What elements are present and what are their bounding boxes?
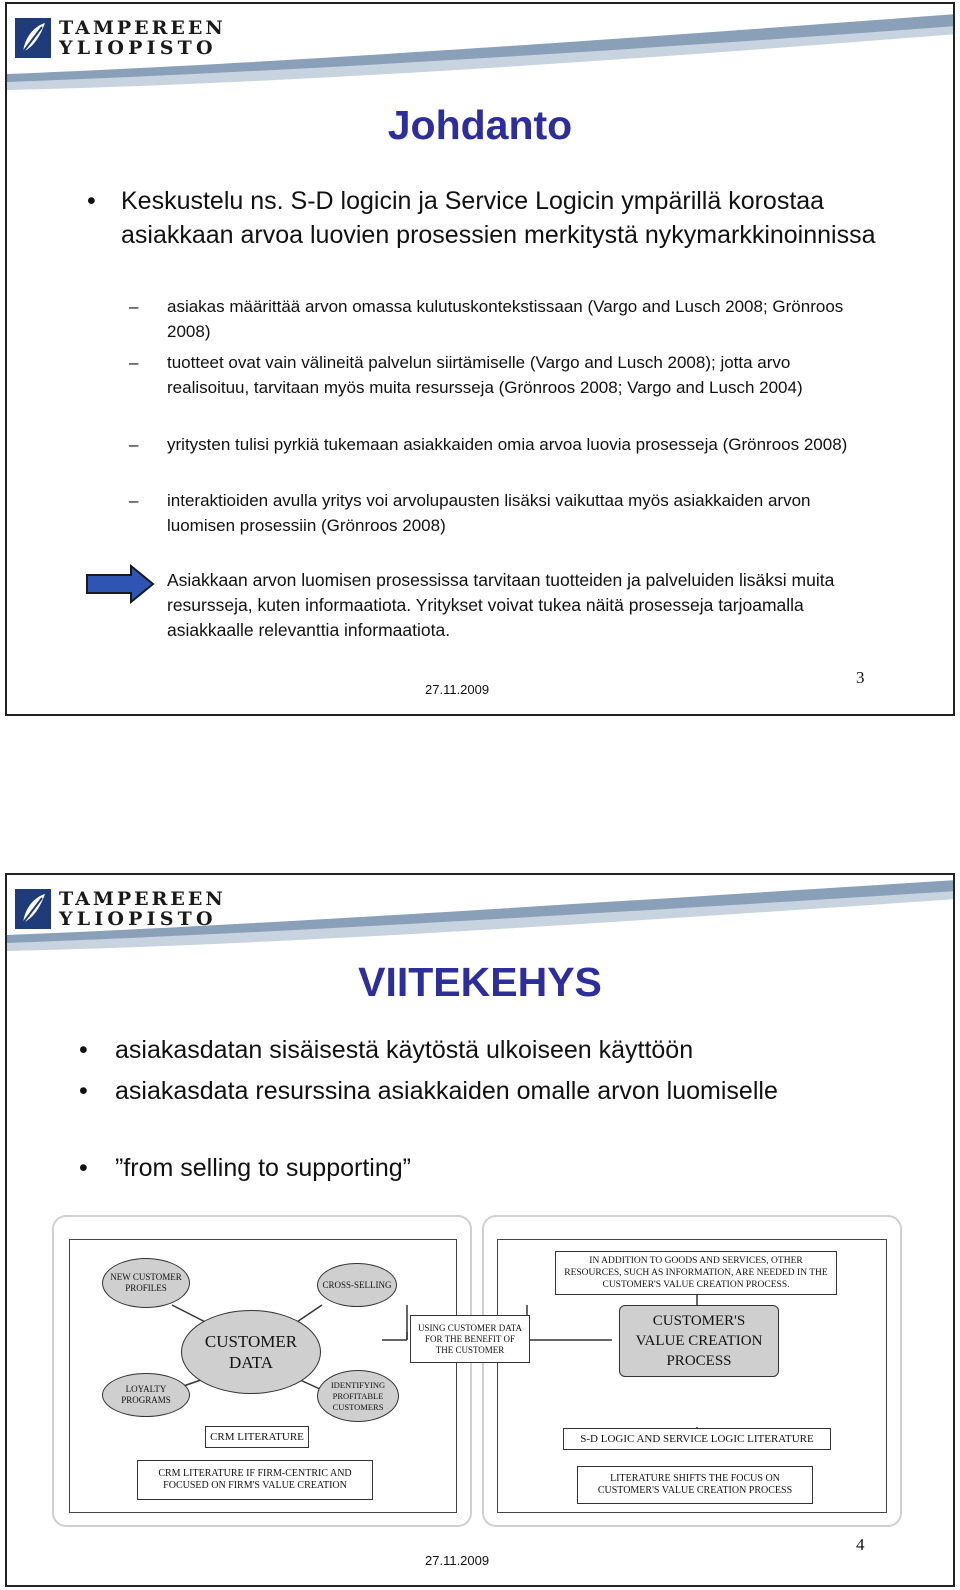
dash-marker: – <box>129 353 139 372</box>
bullet-marker: • <box>79 1077 88 1105</box>
bullet-text: asiakasdata resurssina asiakkaiden omalle arvon luomiselle <box>115 1077 778 1105</box>
sub-point <box>129 432 849 482</box>
main-bullet <box>87 184 887 294</box>
sub-point-text: tuotteet ovat vain välineitä palvelun siirtämiselle (Vargo and Lusch 2008); jotta arvo realisoituu, tarvitaan myös muita resursseja (Grönroos 2008; Vargo and Lusch 2004) <box>167 353 803 397</box>
sub-point <box>129 294 849 344</box>
diagram-oval: IDENTIFYING PROFITABLE CUSTOMERS <box>317 1370 399 1422</box>
diagram-oval: NEW CUSTOMER PROFILES <box>102 1258 190 1308</box>
dash-marker: – <box>129 297 139 316</box>
bullet-marker: • <box>87 187 96 215</box>
crm-summary-box: CRM LITERATURE IF FIRM-CENTRIC AND FOCUSED ON FIRM'S VALUE CREATION <box>137 1460 373 1500</box>
sub-point-text: yritysten tulisi pyrkiä tukemaan asiakkaiden omia arvoa luovia prosesseja (Grönroos 2008) <box>167 435 848 454</box>
page-number: 4 <box>856 1535 865 1554</box>
slide-3 <box>5 2 955 716</box>
sub-point-text: interaktioiden avulla yritys voi arvolupausten lisäksi vaikuttaa myös asiakkaiden arvon luomisen prosessiin (Grönroos 2008) <box>167 491 811 535</box>
value-process-box: CUSTOMER'S VALUE CREATION PROCESS <box>619 1305 779 1377</box>
logo-line-1: TAMPEREEN <box>59 888 226 910</box>
diagram-oval: LOYALTY PROGRAMS <box>102 1373 190 1417</box>
crm-label: CRM LITERATURE <box>205 1426 309 1448</box>
conclusion-text: Asiakkaan arvon luomisen prosessissa tarvitaan tuotteiden ja palveluiden lisäksi muita resursseja, kuten informaatiota. Yritykset voivat tukea näitä prosesseja tarjoamalla asiakkaalle relevanttia informaatiota. <box>167 570 835 640</box>
sd-summary-box: LITERATURE SHIFTS THE FOCUS ON CUSTOMER'S VALUE CREATION PROCESS <box>577 1466 813 1504</box>
slide-title: Johdanto <box>387 102 573 148</box>
university-logo <box>15 18 226 58</box>
main-bullet-text: Keskustelu ns. S-D logicin ja Service Logicin ympärillä korostaa asiakkaan arvoa luovien prosessien merkitystä nykymarkkinoinnissa <box>121 187 876 249</box>
customer-data-oval: CUSTOMER DATA <box>181 1310 321 1394</box>
slide-4 <box>5 873 955 1587</box>
resources-box: IN ADDITION TO GOODS AND SERVICES, OTHER RESOURCES, SUCH AS INFORMATION, ARE NEEDED IN THE CUSTOMER'S VALUE CREATION PROCESS. <box>555 1251 837 1295</box>
footer-date: 27.11.2009 <box>425 682 490 697</box>
logo-line-2: YLIOPISTO <box>59 908 217 930</box>
page-number: 3 <box>856 668 865 687</box>
dash-marker: – <box>129 435 139 454</box>
dash-marker: – <box>129 491 139 510</box>
sub-point <box>129 350 849 425</box>
bullet-marker: • <box>79 1036 88 1064</box>
diagram-oval: CROSS-SELLING <box>317 1263 397 1307</box>
logo-leaf-icon <box>15 18 51 58</box>
footer-date: 27.11.2009 <box>425 1553 490 1568</box>
sub-point <box>129 488 849 538</box>
link-box: USING CUSTOMER DATA FOR THE BENEFIT OF THE CUSTOMER <box>410 1315 530 1363</box>
arrow-right-icon <box>85 564 157 604</box>
sub-point-text: asiakas määrittää arvon omassa kulutuskontekstissaan (Vargo and Lusch 2008; Grönroos 2008) <box>167 297 844 341</box>
bullet-marker: • <box>79 1154 88 1182</box>
slide-title: VIITEKEHYS <box>358 959 602 1005</box>
logo-line-1: TAMPEREEN <box>59 17 226 39</box>
bullet-text: asiakasdatan sisäisestä käytöstä ulkoiseen käyttöön <box>115 1036 694 1064</box>
sd-logic-label: S-D LOGIC AND SERVICE LOGIC LITERATURE <box>563 1428 831 1450</box>
bullet-text: ”from selling to supporting” <box>115 1154 411 1182</box>
logo-line-2: YLIOPISTO <box>59 37 217 59</box>
